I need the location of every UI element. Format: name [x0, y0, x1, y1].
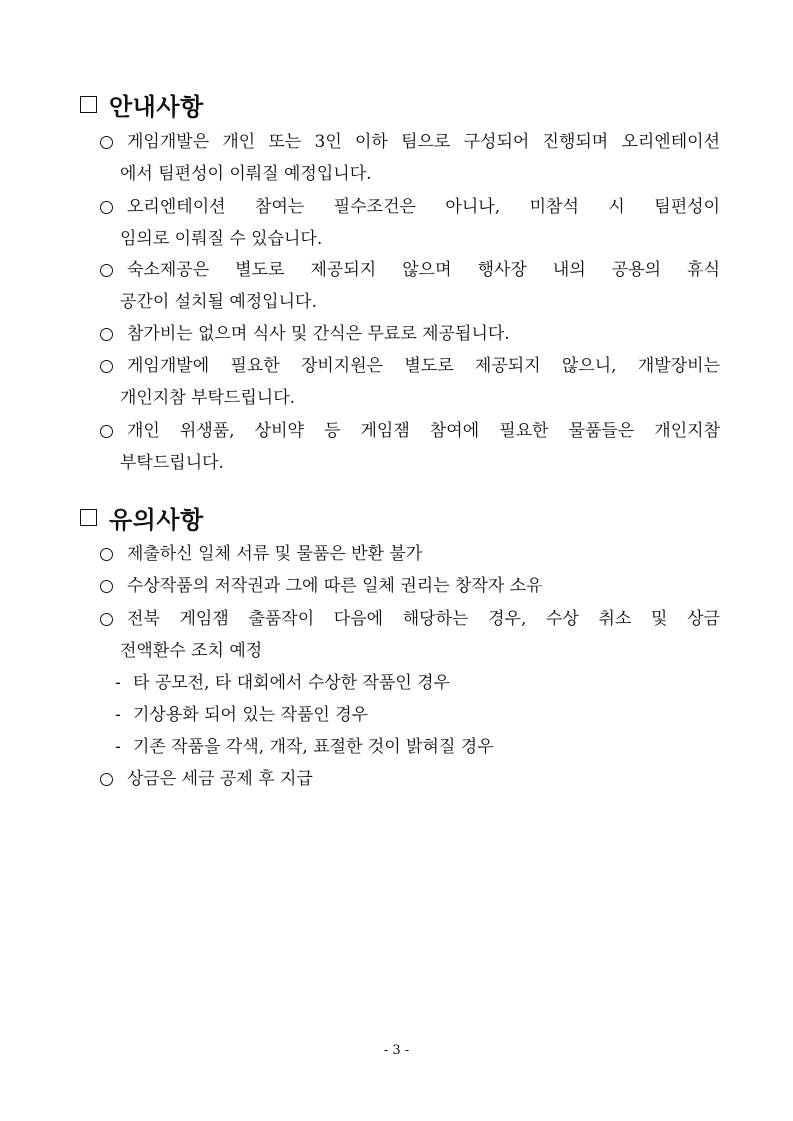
square-bullet-icon [80, 509, 97, 526]
sub-list-item [115, 731, 494, 763]
item-text: 개인 위생품, 상비약 등 게임잼 참여에 필요한 물품들은 개인지참 [127, 421, 720, 441]
item-text: 숙소제공은 별도로 제공되지 않으며 행사장 내의 공용의 휴식 [127, 260, 720, 280]
list-item [100, 570, 720, 602]
item-text-continued: 임의로 이뤄질 수 있습니다. [120, 229, 323, 249]
dash-marker: - [115, 705, 121, 725]
list-item [100, 763, 720, 795]
circle-bullet-icon [100, 613, 113, 626]
square-bullet-icon [80, 96, 97, 113]
dash-marker: - [115, 737, 121, 757]
dash-marker: - [115, 673, 121, 693]
item-text: 수상작품의 저작권과 그에 따른 일체 권리는 창작자 소유 [127, 576, 543, 596]
circle-bullet-icon [100, 360, 113, 373]
item-text: 참가비는 없으며 식사 및 간식은 무료로 제공됩니다. [127, 324, 510, 344]
sub-item-text: 기존 작품을 각색, 개작, 표절한 것이 밝혀질 경우 [133, 737, 494, 757]
circle-bullet-icon [100, 201, 113, 214]
item-text-continued: 전액환수 조치 예정 [120, 641, 263, 661]
circle-bullet-icon [100, 425, 113, 438]
item-text: 제출하신 일체 서류 및 물품은 반환 불가 [127, 544, 423, 564]
section-heading-notice [80, 88, 204, 120]
item-text: 전북 게임잼 출품작이 다음에 해당하는 경우, 수상 취소 및 상금 [127, 609, 720, 629]
circle-bullet-icon [100, 580, 113, 593]
section-title: 안내사항 [109, 92, 204, 121]
list-item [100, 538, 720, 570]
item-text: 오리엔테이션 참여는 필수조건은 아니나, 미참석 시 팀편성이 [127, 197, 720, 217]
list-item [100, 191, 720, 255]
list-item [100, 350, 720, 414]
circle-bullet-icon [100, 136, 113, 149]
sub-list-item [115, 699, 368, 731]
sub-item-text: 타 공모전, 타 대회에서 수상한 작품인 경우 [133, 673, 451, 693]
item-text-continued: 공간이 설치될 예정입니다. [120, 292, 317, 312]
section-title: 유의사항 [109, 505, 204, 534]
item-text-continued: 부탁드립니다. [120, 453, 224, 473]
item-text-continued: 에서 팀편성이 이뤄질 예정입니다. [120, 164, 372, 184]
circle-bullet-icon [100, 548, 113, 561]
list-item [100, 254, 720, 318]
sub-list-item [115, 667, 450, 699]
list-item [100, 318, 720, 350]
list-item [100, 126, 720, 190]
list-item [100, 603, 720, 667]
circle-bullet-icon [100, 773, 113, 786]
item-text: 게임개발은 개인 또는 3인 이하 팀으로 구성되어 진행되며 오리엔테이션 [127, 132, 720, 152]
item-text: 상금은 세금 공제 후 지급 [127, 769, 313, 789]
item-text: 게임개발에 필요한 장비지원은 별도로 제공되지 않으니, 개발장비는 [127, 356, 720, 376]
circle-bullet-icon [100, 328, 113, 341]
circle-bullet-icon [100, 264, 113, 277]
section-heading-caution [80, 501, 204, 533]
list-item [100, 415, 720, 479]
sub-item-text: 기상용화 되어 있는 작품인 경우 [133, 705, 369, 725]
page-number: - 3 - [383, 1043, 410, 1058]
item-text-continued: 개인지참 부탁드립니다. [120, 388, 296, 408]
